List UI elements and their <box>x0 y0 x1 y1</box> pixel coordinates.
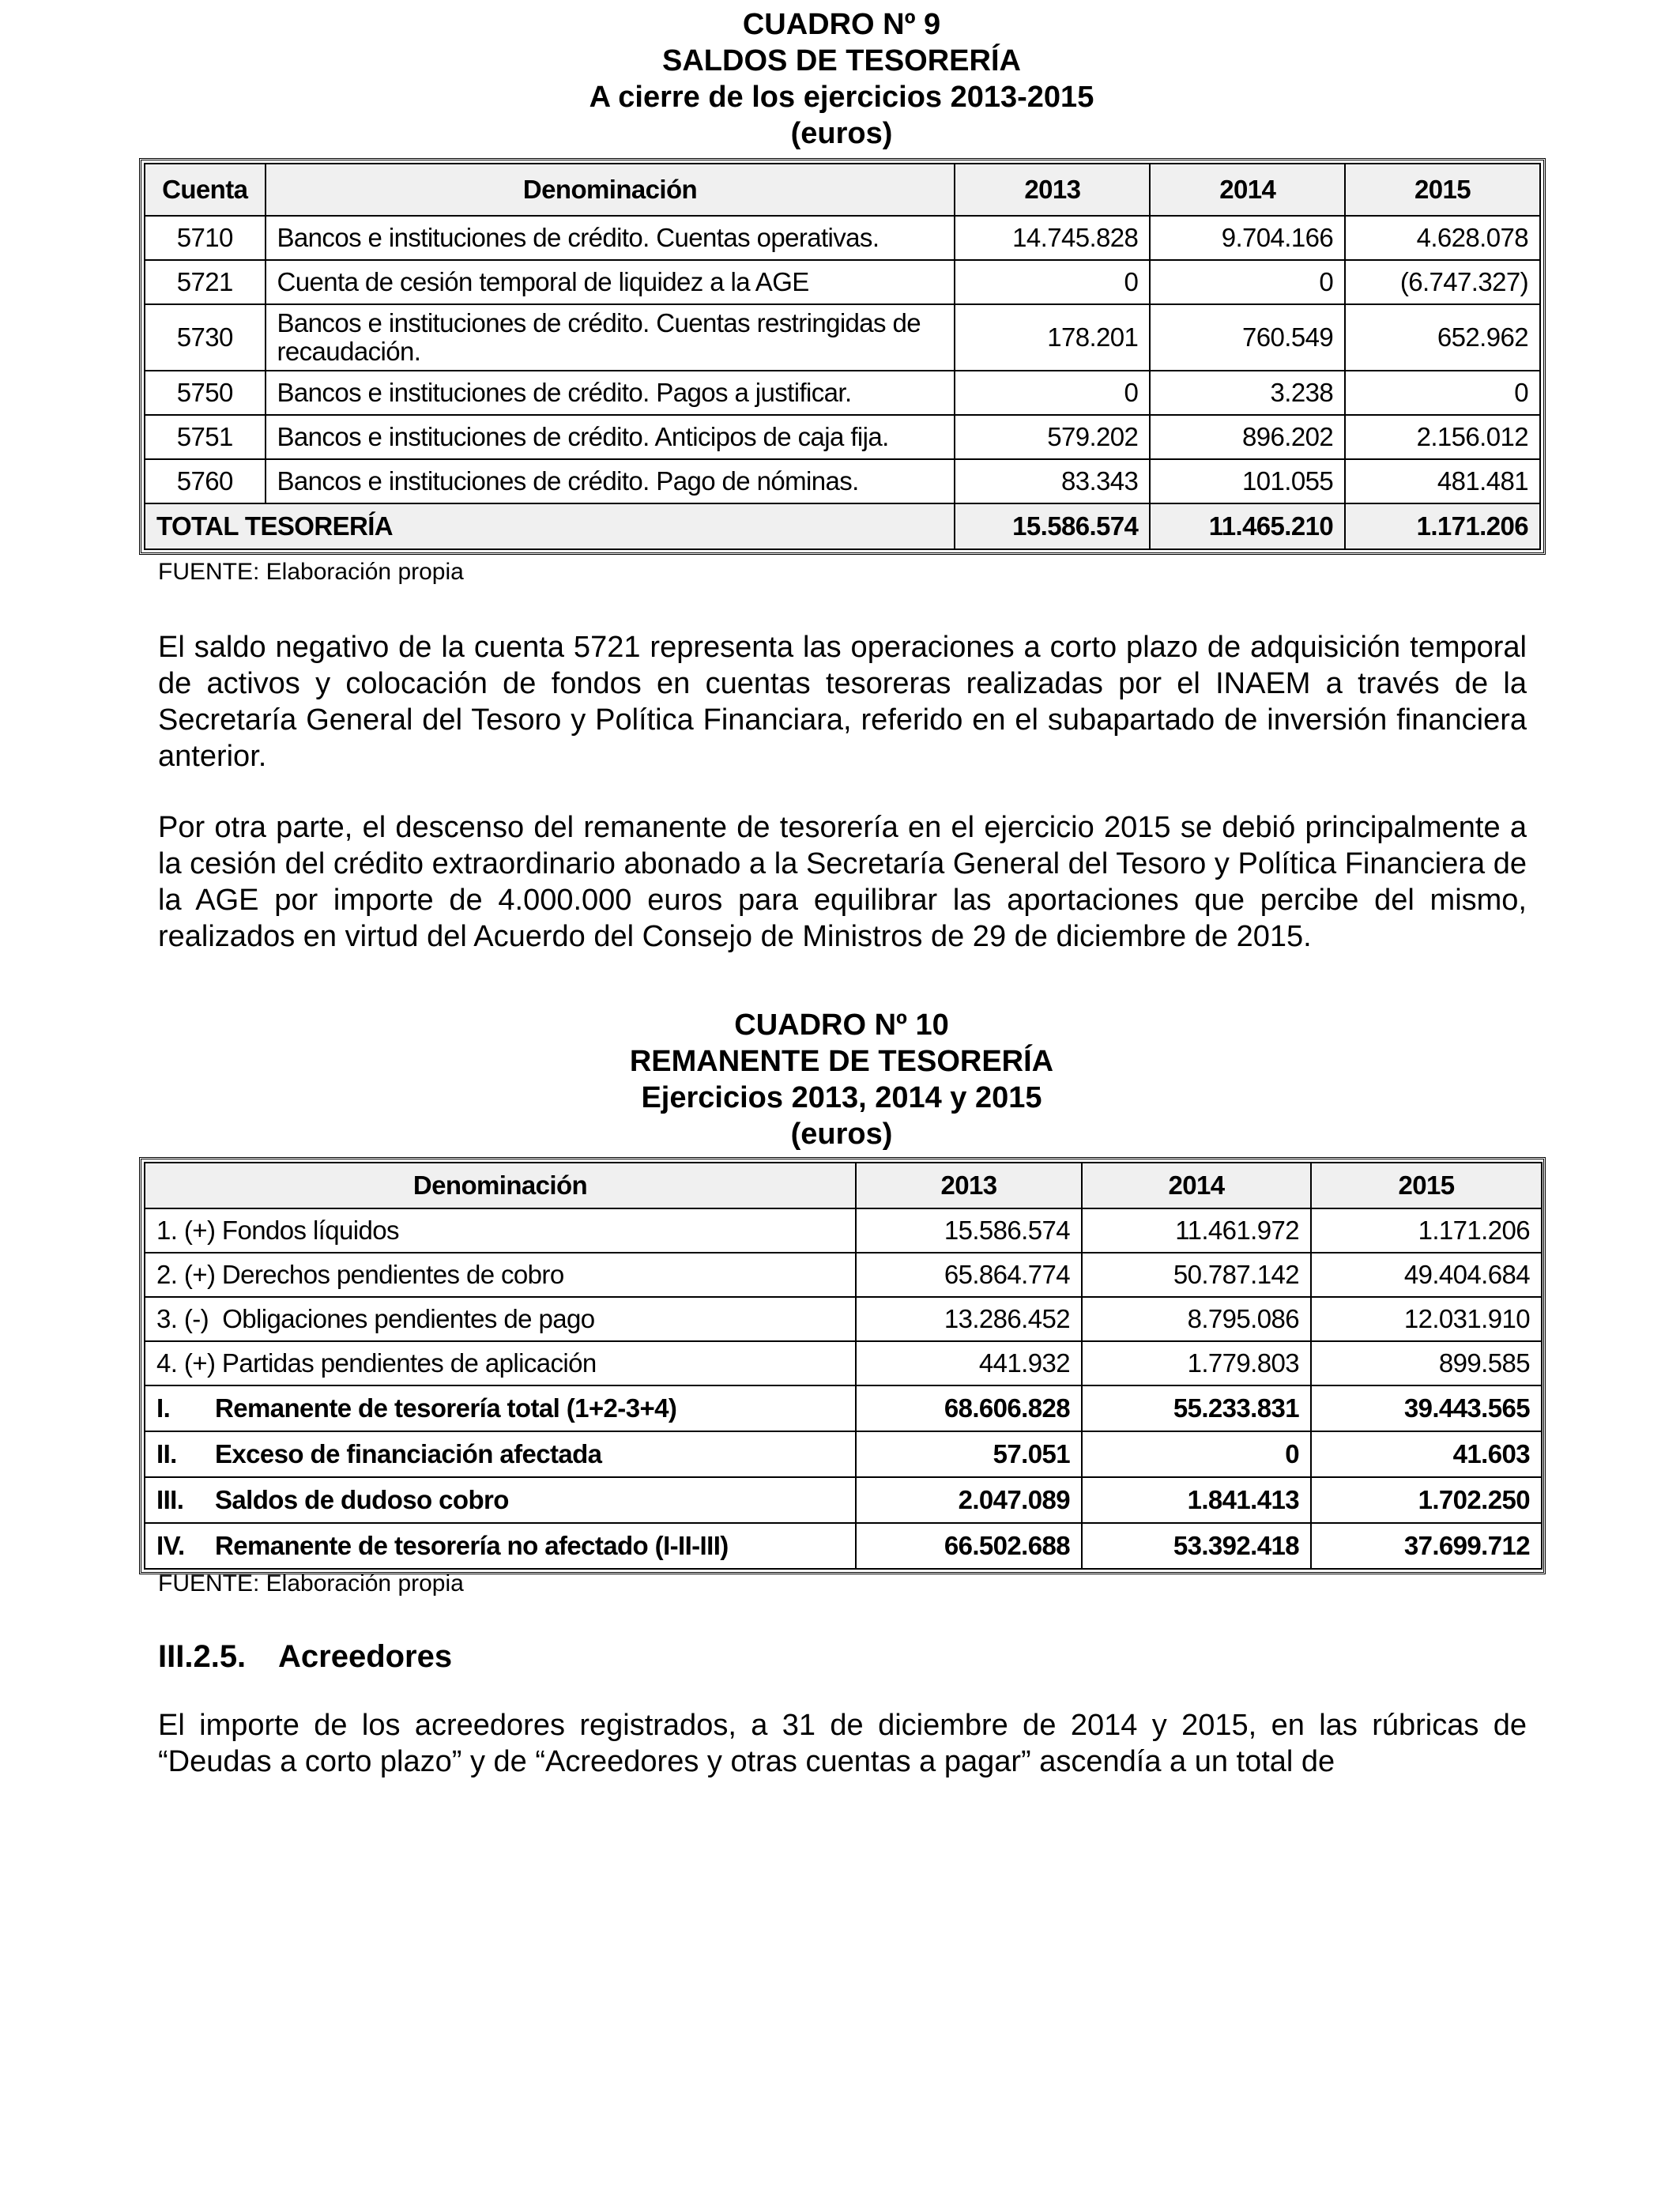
cell-2014: 0 <box>1082 1431 1311 1477</box>
cuadro-9-subtitle: A cierre de los ejercicios 2013-2015 <box>589 81 1094 114</box>
cell-2015: 0 <box>1345 371 1540 415</box>
cuadro-10-table-frame <box>139 1157 1546 1574</box>
table-row <box>145 459 1540 503</box>
cell-denominacion: Bancos e instituciones de crédito. Pago de nóminas. <box>266 459 955 503</box>
row-label: Saldos de dudoso cobro <box>215 1485 509 1514</box>
cell-2013: 66.502.688 <box>856 1523 1082 1569</box>
header-2015: 2015 <box>1345 164 1540 216</box>
table-header-row <box>145 164 1540 216</box>
section-number: III.2.5. <box>158 1639 247 1674</box>
cell-2013: 441.932 <box>856 1341 1082 1385</box>
cell-denominacion: 3. (-) Obligaciones pendientes de pago <box>145 1297 856 1341</box>
cell-2013: 83.343 <box>955 459 1150 503</box>
cell-2014: 55.233.831 <box>1082 1385 1311 1431</box>
cuadro-10-source: FUENTE: Elaboración propia <box>158 1570 464 1596</box>
paragraph-acreedores: El importe de los acreedores registrados, a 31 de diciembre de 2014 y 2015, en las rúbricas de “Deudas a corto plazo” y de “Acreedores y otras cuentas a pagar” ascendía a un total de <box>158 1709 1527 1778</box>
cell-2015: 481.481 <box>1345 459 1540 503</box>
table-row <box>145 1253 1542 1297</box>
cell-cuenta: 5710 <box>145 216 266 260</box>
cell-denominacion <box>145 1431 856 1477</box>
cell-2015: 899.585 <box>1311 1341 1542 1385</box>
table-row <box>145 415 1540 459</box>
header-2013: 2013 <box>856 1163 1082 1208</box>
table-row <box>145 1431 1542 1477</box>
table-row <box>145 1341 1542 1385</box>
cell-cuenta: 5760 <box>145 459 266 503</box>
cell-2013: 65.864.774 <box>856 1253 1082 1297</box>
cell-2015: 4.628.078 <box>1345 216 1540 260</box>
cell-2013: 0 <box>955 371 1150 415</box>
table-row <box>145 1477 1542 1523</box>
cell-2013: 0 <box>955 260 1150 304</box>
row-label: Exceso de financiación afectada <box>215 1439 602 1468</box>
cell-2014: 8.795.086 <box>1082 1297 1311 1341</box>
cuadro-10-table <box>144 1162 1543 1570</box>
table-row <box>145 371 1540 415</box>
cuadro-9-number: CUADRO Nº 9 <box>742 8 941 41</box>
cell-2014: 11.461.972 <box>1082 1208 1311 1253</box>
cell-2014: 9.704.166 <box>1150 216 1345 260</box>
cuadro-9-title <box>142 6 1541 152</box>
table-row <box>145 1523 1542 1569</box>
row-label: Remanente de tesorería total (1+2-3+4) <box>215 1393 677 1423</box>
cuadro-9-source: FUENTE: Elaboración propia <box>158 559 464 585</box>
cell-2014: 50.787.142 <box>1082 1253 1311 1297</box>
cuadro-10-units: (euros) <box>790 1118 893 1151</box>
header-denominacion: Denominación <box>266 164 955 216</box>
total-2013: 15.586.574 <box>955 503 1150 549</box>
table-row <box>145 1297 1542 1341</box>
cuadro-9-name: SALDOS DE TESORERÍA <box>662 44 1021 77</box>
cell-cuenta: 5751 <box>145 415 266 459</box>
cell-2013: 14.745.828 <box>955 216 1150 260</box>
total-2014: 11.465.210 <box>1150 503 1345 549</box>
cell-2013: 68.606.828 <box>856 1385 1082 1431</box>
cuadro-9-units: (euros) <box>790 117 893 150</box>
cell-cuenta: 5721 <box>145 260 266 304</box>
cuadro-10-number: CUADRO Nº 10 <box>734 1008 949 1042</box>
section-heading <box>158 1638 452 1676</box>
table-row <box>145 1385 1542 1431</box>
section-title: Acreedores <box>278 1639 453 1674</box>
cell-2015: 49.404.684 <box>1311 1253 1542 1297</box>
header-2015: 2015 <box>1311 1163 1542 1208</box>
cell-2014: 53.392.418 <box>1082 1523 1311 1569</box>
cell-denominacion <box>145 1477 856 1523</box>
cell-denominacion: Bancos e instituciones de crédito. Pagos a justificar. <box>266 371 955 415</box>
row-label: Remanente de tesorería no afectado (I-II-III) <box>215 1531 729 1560</box>
cell-cuenta: 5730 <box>145 304 266 371</box>
cell-2015: 39.443.565 <box>1311 1385 1542 1431</box>
total-2015: 1.171.206 <box>1345 503 1540 549</box>
row-roman-numeral: IV. <box>156 1531 185 1560</box>
cell-2015: 12.031.910 <box>1311 1297 1542 1341</box>
cell-2014: 896.202 <box>1150 415 1345 459</box>
cell-2013: 15.586.574 <box>856 1208 1082 1253</box>
table-header-row <box>145 1163 1542 1208</box>
cell-2015: 1.171.206 <box>1311 1208 1542 1253</box>
row-roman-numeral: III. <box>156 1485 184 1514</box>
cell-2014: 1.779.803 <box>1082 1341 1311 1385</box>
header-2013: 2013 <box>955 164 1150 216</box>
table-row <box>145 260 1540 304</box>
cell-2015: 2.156.012 <box>1345 415 1540 459</box>
row-roman-numeral: II. <box>156 1439 177 1468</box>
cuadro-10-name: REMANENTE DE TESORERÍA <box>629 1045 1054 1078</box>
cell-2014: 101.055 <box>1150 459 1345 503</box>
cell-2014: 760.549 <box>1150 304 1345 371</box>
cuadro-10-title <box>142 1007 1541 1152</box>
cell-2014: 1.841.413 <box>1082 1477 1311 1523</box>
cell-2014: 0 <box>1150 260 1345 304</box>
header-denominacion: Denominación <box>145 1163 856 1208</box>
cell-2013: 579.202 <box>955 415 1150 459</box>
row-roman-numeral: I. <box>156 1393 171 1423</box>
cell-2013: 13.286.452 <box>856 1297 1082 1341</box>
cell-2013: 2.047.089 <box>856 1477 1082 1523</box>
cell-denominacion: 2. (+) Derechos pendientes de cobro <box>145 1253 856 1297</box>
table-row <box>145 304 1540 371</box>
cell-denominacion: Bancos e instituciones de crédito. Cuentas restringidas de recaudación. <box>266 304 955 371</box>
header-2014: 2014 <box>1150 164 1345 216</box>
header-2014: 2014 <box>1082 1163 1311 1208</box>
cuadro-9-table <box>144 163 1541 550</box>
cell-2013: 57.051 <box>856 1431 1082 1477</box>
cell-denominacion: Bancos e instituciones de crédito. Anticipos de caja fija. <box>266 415 955 459</box>
cell-2015: 652.962 <box>1345 304 1540 371</box>
cell-2015: 41.603 <box>1311 1431 1542 1477</box>
cell-2014: 3.238 <box>1150 371 1345 415</box>
table-row <box>145 216 1540 260</box>
paragraph-descenso-remanente: Por otra parte, el descenso del remanente de tesorería en el ejercicio 2015 se debió principalmente a la cesión del crédito extraordinario abonado a la Secretaría General del Tesoro y Política Financiera de la AGE por importe de 4.000.000 euros para equilibrar las aportaciones que percibe del mismo, realizados en virtud del Acuerdo del Consejo de Ministros de 29 de diciembre de 2015. <box>158 811 1527 953</box>
cell-denominacion: Cuenta de cesión temporal de liquidez a la AGE <box>266 260 955 304</box>
cell-2013: 178.201 <box>955 304 1150 371</box>
cell-denominacion <box>145 1523 856 1569</box>
cell-denominacion: 1. (+) Fondos líquidos <box>145 1208 856 1253</box>
cell-2015: (6.747.327) <box>1345 260 1540 304</box>
cell-2015: 1.702.250 <box>1311 1477 1542 1523</box>
cuadro-9-table-frame <box>139 158 1546 555</box>
cuadro-10-subtitle: Ejercicios 2013, 2014 y 2015 <box>641 1081 1042 1114</box>
cell-denominacion: Bancos e instituciones de crédito. Cuentas operativas. <box>266 216 955 260</box>
cell-denominacion <box>145 1385 856 1431</box>
total-label: TOTAL TESORERÍA <box>145 503 955 549</box>
table-total-row <box>145 503 1540 549</box>
table-row <box>145 1208 1542 1253</box>
cell-2015: 37.699.712 <box>1311 1523 1542 1569</box>
paragraph-saldo-negativo: El saldo negativo de la cuenta 5721 representa las operaciones a corto plazo de adquisición temporal de activos y colocación de fondos en cuentas tesoreras realizadas por el INAEM a través de la Secretaría General del Tesoro y Política Financiara, referido en el subapartado de inversión financiera anterior. <box>158 631 1527 773</box>
cell-denominacion: 4. (+) Partidas pendientes de aplicación <box>145 1341 856 1385</box>
header-cuenta: Cuenta <box>145 164 266 216</box>
cell-cuenta: 5750 <box>145 371 266 415</box>
